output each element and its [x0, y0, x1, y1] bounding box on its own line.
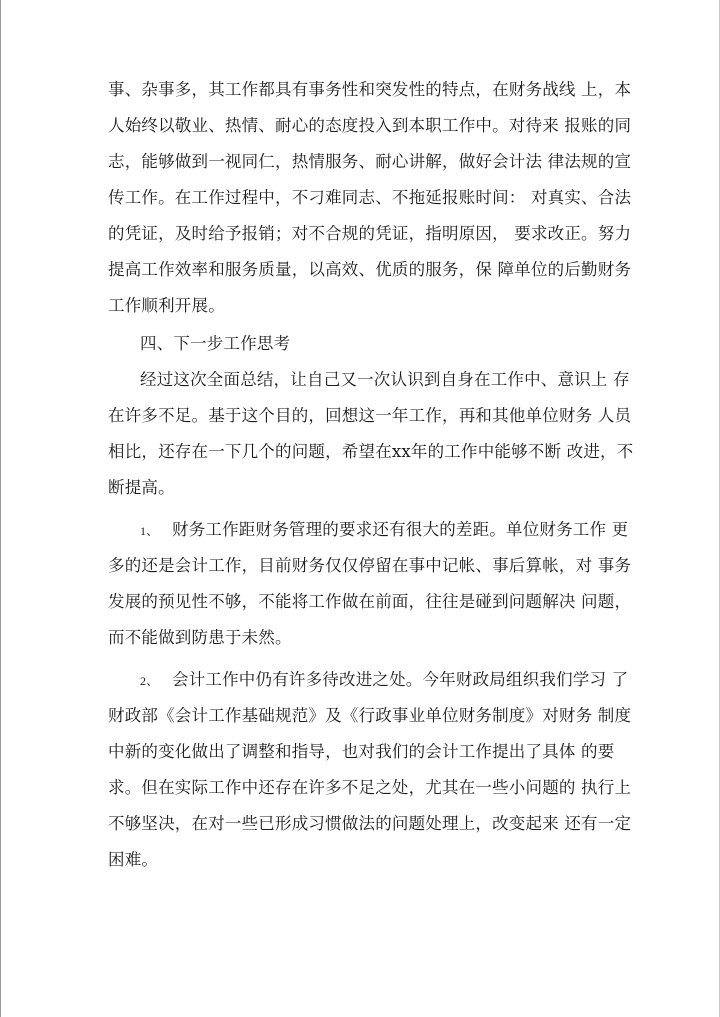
- text-line: 求。但在实际工作中还存在许多不足之处，尤其在一些小问题的 执行上: [108, 778, 632, 797]
- text-line: 人始终以敬业、热情、耐心的态度投入到本职工作中。对待来 报账的同: [108, 116, 632, 135]
- paragraph-review: [108, 362, 634, 506]
- document-body: [108, 72, 634, 878]
- text-line: 财政部《会计工作基础规范》及《行政事业单位财务制度》对财务 制度: [108, 706, 632, 725]
- list-item-1: [108, 512, 632, 656]
- text-line: 困难。: [108, 850, 159, 869]
- text-line: 相比，还存在一下几个的问题，希望在xx年的工作中能够不断 改进，不: [108, 442, 634, 461]
- text-line: [108, 512, 629, 548]
- text-line: 中新的变化做出了调整和指导，也对我们的会计工作提出了具体 的要: [108, 742, 615, 761]
- text-line: 而不能做到防患于未然。: [108, 628, 292, 647]
- item-number: 1、: [140, 524, 159, 538]
- text-line: 断提高。: [108, 478, 175, 497]
- item-number: 2、: [140, 674, 159, 688]
- text-line: [108, 662, 629, 698]
- item-text: 会计工作中仍有许多待改进之处。今年财政局组织我们学习 了: [172, 670, 629, 689]
- text-line: 在许多不足。基于这个目的，回想这一年工作，再和其他单位财务 人员: [108, 406, 632, 425]
- text-line: 不够坚决，在对一些已形成习惯做法的问题处理上，改变起来 还有一定: [108, 814, 632, 833]
- item-text: 财务工作距财务管理的要求还有很大的差距。单位财务工作 更: [172, 520, 629, 539]
- text-line: 提高工作效率和服务质量，以高效、优质的服务，保 障单位的后勤财务: [108, 260, 632, 279]
- text-line: 工作顺利开展。: [108, 296, 225, 315]
- text-line: 多的还是会计工作，目前财务仅仅停留在事中记帐、事后算帐，对 事务: [108, 556, 632, 575]
- list-item-2: [108, 662, 632, 878]
- text-line: 经过这次全面总结，让自己又一次认识到自身在工作中、意识上 存: [140, 370, 630, 389]
- text-line: 的凭证，及时给予报销；对不合规的凭证，指明原因， 要求改正。努力: [108, 224, 632, 243]
- page-edge-left: [0, 0, 1, 1017]
- text-line: 发展的预见性不够，不能将工作做在前面，往往是碰到问题解决 问题，: [108, 592, 632, 611]
- section-heading: 四、下一步工作思考: [140, 334, 291, 353]
- text-line: 志，能够做到一视同仁，热情服务、耐心讲解，做好会计法 律法规的宣: [108, 152, 632, 171]
- text-line: 事、杂事多，其工作都具有事务性和突发性的特点，在财务战线 上，本: [108, 80, 632, 99]
- text-line: 传工作。在工作过程中，不刁难同志、不拖延报账时间： 对真实、合法: [108, 188, 632, 207]
- paragraph-intro: [108, 72, 632, 324]
